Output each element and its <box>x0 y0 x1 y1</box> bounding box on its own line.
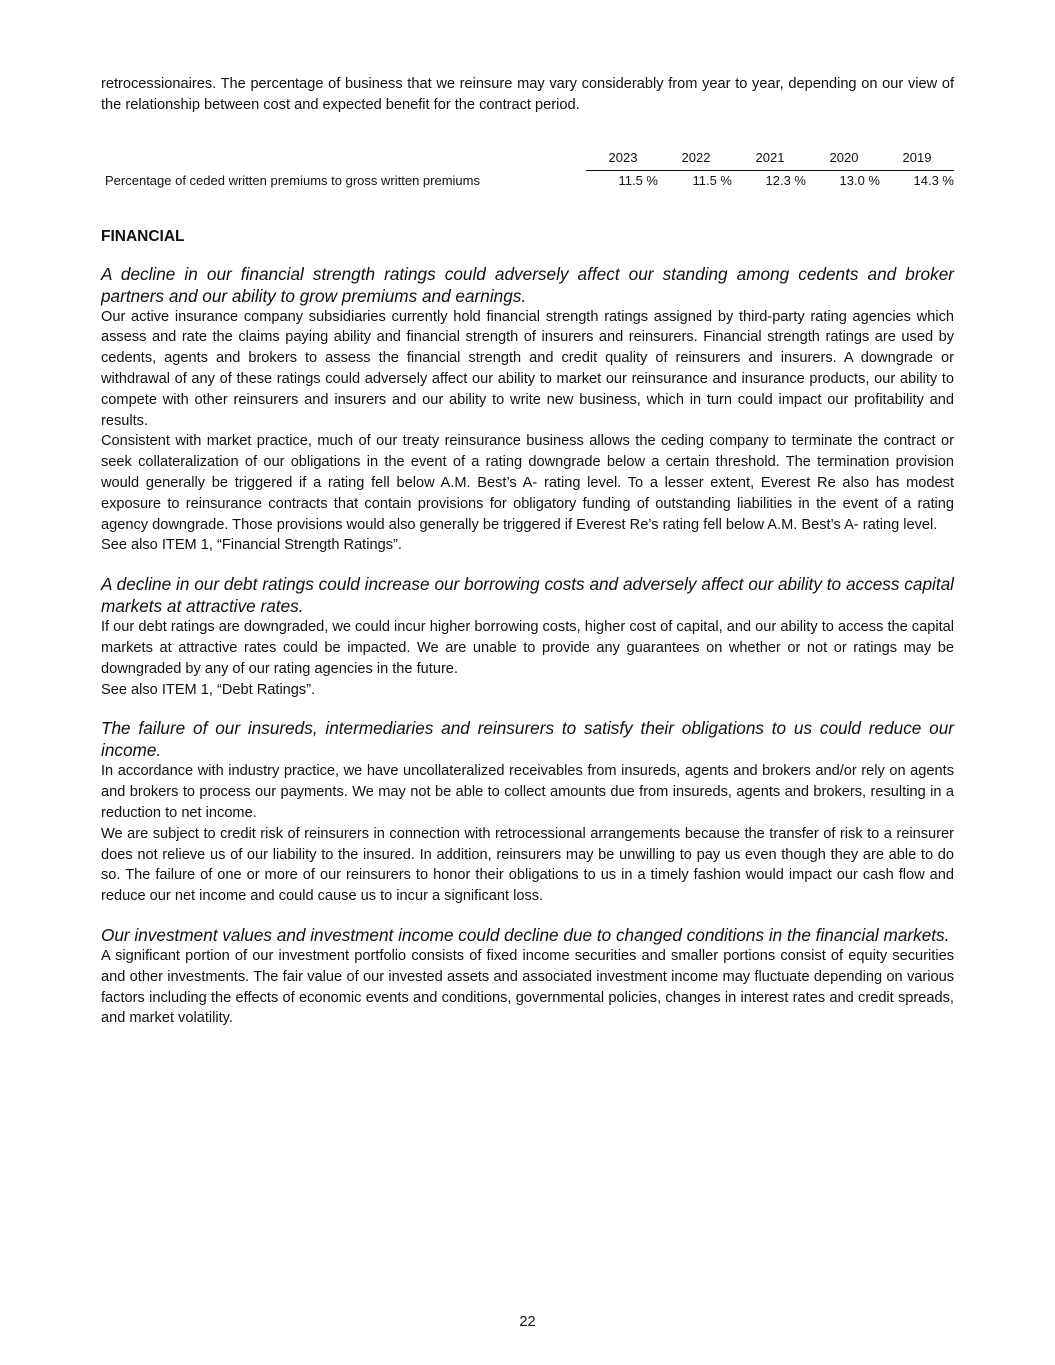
intro-paragraph: retrocessionaires. The percentage of business that we reinsure may vary considerably from year to year, depending on our view of the relationship between cost and expected benefit for the contract period. <box>101 76 954 113</box>
risk-heading: A decline in our financial strength ratings could adversely affect our standing among cedents and broker partners and our ability to grow premiums and earnings. <box>101 263 954 306</box>
table-cell: 13.0 % <box>839 172 880 188</box>
paragraph: See also ITEM 1, “Financial Strength Ratings”. <box>101 537 402 554</box>
year-header: 2023 <box>608 149 638 165</box>
table-cell: 14.3 % <box>913 172 954 188</box>
risk-heading: A decline in our debt ratings could increase our borrowing costs and adversely affect our ability to access capital markets at attractive rates. <box>101 574 954 617</box>
paragraph: If our debt ratings are downgraded, we could incur higher borrowing costs, higher cost of capital, and our ability to access the capital markets at attractive rates could be impacted. We are unable to provide any guarantees on whether or not or ratings may be downgraded by any of our rating agencies in the future. <box>101 619 954 677</box>
page-number: 22 <box>519 1314 536 1330</box>
paragraph: We are subject to credit risk of reinsurers in connection with retrocessional arrangements because the transfer of risk to a reinsurer does not relieve us of our liability to the insured. In addition, reinsurers may be unwilling to pay us even though they are able to do so. The failure of one or more of our reinsurers to honor their obligations to us in a timely fashion would impact our cash flow and reduce our net income and could cause us to incur a significant loss. <box>101 825 954 905</box>
table-cell: 11.5 % <box>692 172 732 188</box>
year-header: 2020 <box>829 149 859 165</box>
document-page <box>101 74 954 1029</box>
ceded-premium-ratio-table <box>101 150 954 200</box>
table-cell: 11.5 % <box>618 172 658 188</box>
year-header: 2019 <box>902 149 932 165</box>
paragraph: In accordance with industry practice, we have uncollateralized receivables from insureds, agents and brokers and/or rely on agents and brokers to process our payments. We may not be able to collect amounts due from insureds, agents and brokers, resulting in a reduction to net income. <box>101 763 954 821</box>
header-rule <box>586 170 954 171</box>
row-label: Percentage of ceded written premiums to gross written premiums <box>105 172 480 188</box>
section-heading: FINANCIAL <box>101 227 185 245</box>
year-header: 2021 <box>755 149 785 165</box>
paragraph: Consistent with market practice, much of our treaty reinsurance business allows the ceding company to terminate the contract or seek collateralization of our obligations in the event of a rating downgrade below a certain threshold. The termination provision would generally be triggered if a rating fell below A.M. Best’s A- rating level. To a lesser extent, Everest Re also has modest exposure to reinsurance contracts that contain provisions for obligatory funding of outstanding liabilities in the event of a rating agency downgrade. Those provisions would also generally be triggered if Everest Re’s rating fell below A.M. Best’s A- rating level. <box>101 433 954 533</box>
paragraph: Our active insurance company subsidiaries currently hold financial strength ratings assigned by third-party rating agencies which assess and rate the claims paying ability and financial strength of insurers and reinsurers. Financial strength ratings are used by cedents, agents and brokers to assess the financial strength and credit quality of reinsurers and insurers. A downgrade or withdrawal of any of these ratings could adversely affect our ability to market our reinsurance and insurance products, our ability to compete with other reinsurers and insurers and our ability to write new business, which in turn could impact our profitability and results. <box>101 308 954 429</box>
year-header: 2022 <box>681 149 711 165</box>
paragraph: See also ITEM 1, “Debt Ratings”. <box>101 681 316 698</box>
risk-heading: Our investment values and investment income could decline due to changed conditions in the financial markets. <box>101 924 950 945</box>
risk-heading: The failure of our insureds, intermediaries and reinsurers to satisfy their obligations to us could reduce our income. <box>101 718 954 761</box>
table-cell: 12.3 % <box>765 172 806 188</box>
paragraph: A significant portion of our investment portfolio consists of fixed income securities and smaller portions consist of equity securities and other investments. The fair value of our invested assets and associated investment income may fluctuate depending on various factors including the effects of economic events and conditions, governmental policies, changes in interest rates and credit spreads, and market volatility. <box>101 947 954 1027</box>
